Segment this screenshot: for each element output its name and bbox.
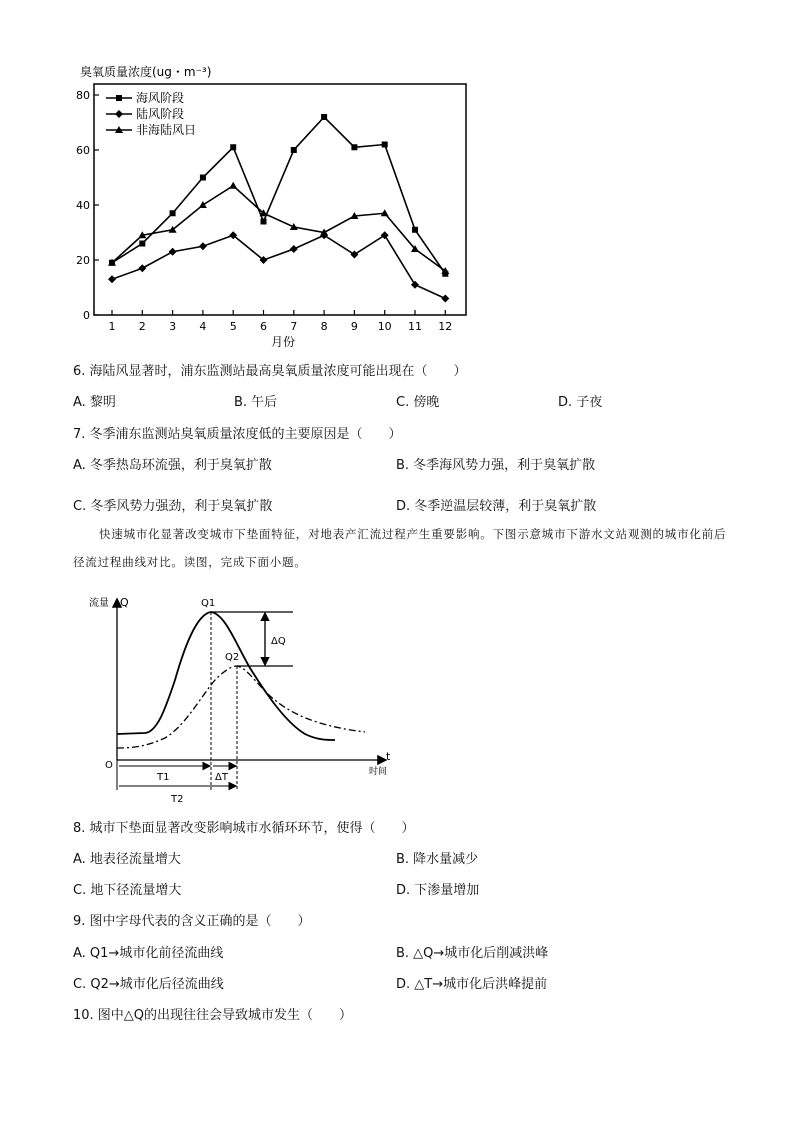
delta-q-label: ΔQ [271, 636, 286, 647]
ozone-point-s1 [200, 175, 206, 181]
q7-option-b[interactable]: B. 冬季海风势力强，利于臭氧扩散 [396, 458, 596, 473]
ozone-point-s2 [290, 245, 298, 253]
ozone-point-s2 [350, 251, 358, 259]
ozone-x-tick-label: 12 [438, 320, 453, 333]
ozone-point-s2 [108, 275, 116, 283]
ozone-y-tick-label: 20 [76, 254, 90, 267]
ozone-point-s1 [382, 142, 388, 148]
ozone-series-line-2 [112, 235, 445, 298]
ozone-y-tick-label: 60 [76, 144, 90, 157]
q6-option-a[interactable]: A. 黎明 [73, 395, 116, 410]
q7-option-c[interactable]: C. 冬季风势力强劲，利于臭氧扩散 [73, 499, 273, 514]
ozone-x-tick-label: 1 [108, 320, 116, 333]
ozone-point-s2 [138, 264, 146, 272]
q9-option-d[interactable]: D. △T→城市化后洪峰提前 [396, 977, 548, 992]
ozone-x-tick-label: 10 [377, 320, 392, 333]
ozone-legend-label: 海风阶段 [136, 91, 185, 105]
q6-stem: 6. 海陆风显著时，浦东监测站最高臭氧质量浓度可能出现在（ ） [73, 364, 467, 379]
ozone-x-tick-label: 4 [199, 320, 207, 333]
ozone-x-tick-label: 9 [350, 320, 358, 333]
ozone-point-s1 [261, 219, 267, 225]
ozone-point-s3 [199, 201, 207, 208]
passage-text: 快速城市化显著改变城市下垫面特征，对地表产汇流过程产生重要影响。下图示意城市下游水文站观测的城市化前后径流过程曲线对比。读图，完成下面小题。 [73, 527, 727, 569]
ozone-point-s1 [351, 144, 357, 150]
ozone-y-tick-label: 40 [76, 199, 90, 212]
q10-stem: 10. 图中△Q的出现往往会导致城市发生（ ） [73, 1008, 353, 1023]
runoff-y-label: 流量 [89, 598, 109, 609]
ozone-legend-label: 非海陆风日 [136, 123, 197, 137]
q8-option-d[interactable]: D. 下渗量增加 [396, 883, 480, 898]
ozone-point-s2 [169, 248, 177, 256]
dt-label: ΔT [215, 772, 228, 783]
ozone-point-s1 [291, 147, 297, 153]
ozone-x-tick-label: 8 [320, 320, 328, 333]
ozone-point-s1 [170, 210, 176, 216]
runoff-y-symbol: Q [120, 596, 129, 609]
q6-option-c[interactable]: C. 傍晚 [396, 395, 440, 410]
ozone-point-s1 [230, 144, 236, 150]
q8-option-b[interactable]: B. 降水量减少 [396, 852, 479, 867]
ozone-legend-marker [116, 95, 122, 101]
q8-option-a[interactable]: A. 地表径流量增大 [73, 852, 181, 867]
q9-option-b[interactable]: B. △Q→城市化后削减洪峰 [396, 946, 549, 961]
ozone-x-tick-label: 11 [408, 320, 422, 333]
runoff-origin: O [105, 760, 113, 771]
q8-option-c[interactable]: C. 地下径流量增大 [73, 883, 182, 898]
ozone-y-tick-label: 80 [76, 89, 90, 102]
ozone-legend-label: 陆风阶段 [136, 107, 185, 121]
ozone-point-s3 [229, 182, 237, 189]
ozone-y-label: 臭氧质量浓度(ug・m⁻³) [80, 65, 212, 79]
runoff-x-label: 时间 [369, 767, 388, 777]
ozone-series-line-1 [112, 117, 445, 274]
q9-option-a[interactable]: A. Q1→城市化前径流曲线 [73, 946, 224, 961]
ozone-x-tick-label: 7 [290, 320, 298, 333]
runoff-chart [85, 590, 405, 810]
q6-option-d[interactable]: D. 子夜 [558, 395, 603, 410]
ozone-chart [60, 58, 480, 358]
ozone-legend-marker [115, 110, 123, 118]
q9-option-c[interactable]: C. Q2→城市化后径流曲线 [73, 977, 224, 992]
ozone-point-s1 [321, 114, 327, 120]
q9-stem: 9. 图中字母代表的含义正确的是（ ） [73, 914, 311, 929]
q7-option-d[interactable]: D. 冬季逆温层较薄，利于臭氧扩散 [396, 499, 597, 514]
runoff-x-symbol: t [386, 750, 391, 763]
q8-stem: 8. 城市下垫面显著改变影响城市水循环环节，使得（ ） [73, 821, 415, 836]
ozone-point-s2 [441, 295, 449, 303]
runoff-curve-before [117, 666, 365, 748]
q6-option-b[interactable]: B. 午后 [234, 395, 278, 410]
ozone-x-label: 月份 [270, 335, 296, 349]
ozone-x-tick-label: 6 [260, 320, 267, 333]
ozone-point-s2 [411, 281, 419, 289]
q2-label: Q2 [225, 652, 240, 663]
t2-label: T2 [171, 794, 184, 805]
ozone-point-s1 [412, 227, 418, 233]
q7-stem: 7. 冬季浦东监测站臭氧质量浓度低的主要原因是（ ） [73, 427, 402, 442]
ozone-x-tick-label: 5 [229, 320, 237, 333]
q1-label: Q1 [201, 598, 216, 609]
ozone-x-tick-label: 3 [169, 320, 177, 333]
ozone-x-tick-label: 2 [138, 320, 146, 333]
runoff-curve-after [117, 612, 335, 740]
t1-label: T1 [157, 772, 170, 783]
ozone-point-s2 [381, 231, 389, 239]
ozone-point-s2 [199, 242, 207, 250]
ozone-y-tick-label: 0 [83, 309, 90, 322]
q7-option-a[interactable]: A. 冬季热岛环流强，利于臭氧扩散 [73, 458, 272, 473]
ozone-point-s1 [139, 241, 145, 247]
